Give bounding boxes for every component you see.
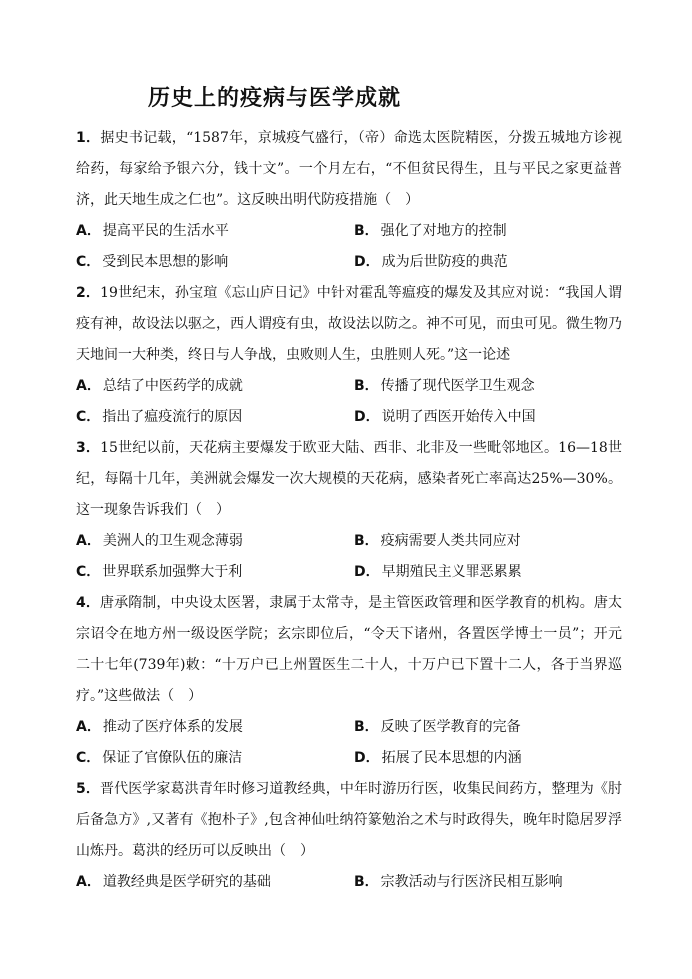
option-a [76, 216, 354, 247]
option-c [76, 557, 354, 588]
option-text: 推动了医疗体系的发展 [102, 719, 243, 735]
option-c [76, 402, 354, 433]
question-stem [76, 433, 622, 526]
option-text: 说明了西医开始传入中国 [381, 409, 536, 425]
option-d [354, 402, 622, 433]
option-text: 指出了瘟疫流行的原因 [102, 409, 243, 425]
option-letter: C． [76, 564, 101, 580]
question-text: 晋代医学家葛洪青年时修习道教经典，中年时游历行医，收集民间药方，整理为《肘后备急方》,又著有《抱朴子》,包含神仙吐纳符篆勉治之术与时政得失，晚年时隐居罗浮山炼丹。葛洪的经历可以反映出（ ） [76, 781, 622, 859]
question-stem [76, 588, 622, 712]
option-text: 道教经典是医学研究的基础 [102, 874, 271, 890]
option-grid [76, 712, 622, 774]
question-stem [76, 774, 622, 867]
option-letter: B． [354, 719, 379, 735]
option-letter: B． [354, 378, 379, 394]
option-letter: B． [354, 223, 379, 239]
option-text: 美洲人的卫生观念薄弱 [102, 533, 243, 549]
option-letter: D． [354, 409, 380, 425]
option-text: 宗教活动与行医济民相互影响 [380, 874, 563, 890]
option-letter: D． [354, 564, 380, 580]
option-a [76, 371, 354, 402]
option-letter: C． [76, 254, 101, 270]
option-grid [76, 867, 622, 898]
option-b [354, 867, 622, 898]
option-c [76, 247, 354, 278]
option-letter: D． [354, 750, 380, 766]
option-b [354, 712, 622, 743]
option-text: 总结了中医药学的成就 [102, 378, 243, 394]
option-grid [76, 371, 622, 433]
option-text: 保证了官僚队伍的廉洁 [102, 750, 243, 766]
option-b [354, 526, 622, 557]
option-text: 成为后世防疫的典范 [381, 254, 508, 270]
option-text: 早期殖民主义罪恶累累 [381, 564, 522, 580]
question-2 [76, 278, 622, 433]
question-5 [76, 774, 622, 898]
option-a [76, 526, 354, 557]
option-letter: C． [76, 750, 101, 766]
question-number: 5． [76, 781, 100, 797]
question-number: 2． [76, 285, 101, 301]
question-text: 唐承隋制，中央设太医署，隶属于太常寺，是主管医政管理和医学教育的机构。唐太宗诏令在地方州一级设医学院；玄宗即位后，“令天下诸州，各置医学博士一员”；开元二十七年(739年)敕：“十万户已上州置医生二十人，十万户已下置十二人，各于当界巡疗。”这些做法（ ） [76, 595, 622, 704]
question-3 [76, 433, 622, 588]
question-number: 4． [76, 595, 100, 611]
question-number: 3． [76, 440, 101, 456]
option-text: 拓展了民本思想的内涵 [381, 750, 522, 766]
option-b [354, 216, 622, 247]
question-stem [76, 123, 622, 216]
page-title: 历史上的疫病与医学成就 [148, 86, 402, 111]
question-stem [76, 278, 622, 371]
option-c [76, 743, 354, 774]
option-letter: D． [354, 254, 380, 270]
option-a [76, 712, 354, 743]
question-text: 19世纪末，孙宝瑄《忘山庐日记》中针对霍乱等瘟疫的爆发及其应对说：“我国人谓疫有神，故设法以驱之，西人谓疫有虫，故设法以防之。神不可见，而虫可见。微生物乃天地间一大种类，终日与人争战，虫败则人生，虫胜则人死。”这一论述 [76, 285, 622, 363]
option-text: 反映了医学教育的完备 [380, 719, 521, 735]
option-letter: A． [76, 719, 101, 735]
option-letter: B． [354, 533, 379, 549]
option-text: 提高平民的生活水平 [102, 223, 229, 239]
question-number: 1． [76, 130, 101, 146]
option-letter: A． [76, 223, 101, 239]
option-letter: B． [354, 874, 379, 890]
option-letter: A． [76, 378, 101, 394]
question-list [76, 123, 622, 898]
option-a [76, 867, 354, 898]
option-text: 世界联系加强弊大于利 [102, 564, 243, 580]
option-grid [76, 216, 622, 278]
option-b [354, 371, 622, 402]
question-1 [76, 123, 622, 278]
question-4 [76, 588, 622, 774]
option-grid [76, 526, 622, 588]
option-text: 受到民本思想的影响 [102, 254, 229, 270]
option-letter: A． [76, 874, 101, 890]
option-letter: C． [76, 409, 101, 425]
option-d [354, 743, 622, 774]
option-d [354, 247, 622, 278]
question-text: 15世纪以前，天花病主要爆发于欧亚大陆、西非、北非及一些毗邻地区。16—18世纪，每隔十几年，美洲就会爆发一次大规模的天花病，感染者死亡率高达25%—30%。这一现象告诉我们（ ） [76, 440, 622, 518]
option-text: 强化了对地方的控制 [380, 223, 507, 239]
option-text: 疫病需要人类共同应对 [380, 533, 521, 549]
question-text: 据史书记载，“1587年，京城疫气盛行，（帝）命选太医院精医，分拨五城地方诊视给药，每家给予银六分，钱十文”。一个月左右，“不但贫民得生，且与平民之家更益普济，此天地生成之仁也”。这反映出明代防疫措施（ ） [76, 130, 622, 208]
option-d [354, 557, 622, 588]
option-text: 传播了现代医学卫生观念 [380, 378, 535, 394]
option-letter: A． [76, 533, 101, 549]
